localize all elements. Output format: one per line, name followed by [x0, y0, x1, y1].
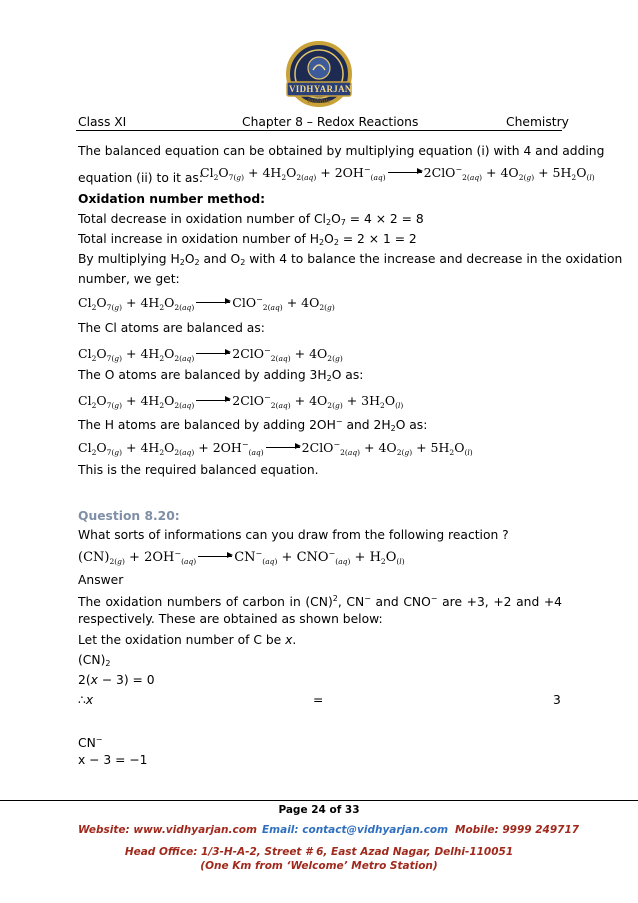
paragraph-line: equation (ii) to it as:	[78, 171, 203, 185]
equation-line: x − 3 = −1	[78, 753, 148, 767]
answer-label: Answer	[78, 573, 124, 587]
multiply-line: By multiplying $H_2O_2$ and $O_2$ with 4 to balance the increase and decrease in the oxidation	[78, 252, 623, 267]
equation-line: 2(x − 3) = 0	[78, 673, 155, 687]
question-title: Question 8.20:	[78, 509, 180, 523]
footer-office: Head Office: 1/3-H-A-2, Street # 6, East Azad Nagar, Delhi-110051	[124, 846, 514, 858]
institute-logo	[283, 40, 355, 112]
answer-line: The oxidation numbers of carbon in (CN)$^2$, CN− and CNO− are +3, +2 and +4	[78, 594, 563, 609]
o-balance-line: The O atoms are balanced by adding $3H_2O$ as:	[78, 368, 364, 383]
equation-step3: $Cl_2O_{7(g)} + 4H_2O_{2(aq)}$ $2ClO^-_{2(aq)} + 4O_{2(g)} + 3H_2O_{(l)}$	[78, 393, 404, 410]
page-number: Page 24 of 33	[278, 804, 360, 816]
h-balance-line: The H atoms are balanced by adding 2OH− and $2H_2O$ as:	[78, 417, 428, 433]
increase-line: Total increase in oxidation number of $H_2O_2 = 2 \times 1 = 2$	[78, 232, 417, 247]
header-chapter: Chapter 8 – Redox Reactions	[242, 115, 419, 129]
cn-label: CN−	[78, 735, 103, 750]
header-rule	[76, 130, 562, 131]
paragraph-line: respectively. These are obtained as shown below:	[78, 612, 383, 626]
equation-step2: $Cl_2O_{7(g)} + 4H_2O_{2(aq)}$ $2ClO^-_{2(aq)} + 4O_{2(g)}$	[78, 346, 343, 363]
paragraph-line: number, we get:	[78, 272, 180, 286]
decrease-line: Total decrease in oxidation number of $Cl_2O_7 = 4 \times 2 = 8$	[78, 212, 424, 227]
equals-sign: =	[313, 693, 324, 707]
paragraph-line: The Cl atoms are balanced as:	[78, 321, 265, 335]
footer-landmark: (One Km from ‘Welcome’ Metro Station)	[200, 860, 438, 872]
footer-mobile: Mobile: 9999 249717	[455, 824, 580, 836]
logo-name: VIDHYARJAN	[289, 84, 352, 94]
therefore-x: ∴x	[78, 693, 94, 707]
equation-final: $Cl_2O_{7(g)} + 4H_2O_{2(aq)} + 2OH^-_{(aq)}$ $2ClO^-_{2(aq)} + 4O_{2(g)} + 5H_2O_{(l)}$	[78, 440, 473, 457]
footer-website[interactable]: Website: www.vidhyarjan.com	[78, 824, 257, 836]
section-heading: Oxidation number method:	[78, 192, 266, 206]
equation-step1: $Cl_2O_{7(g)} + 4H_2O_{2(aq)}$ $ClO^-_{2(aq)} + 4O_{2(g)}$	[78, 295, 335, 312]
paragraph-line: This is the required balanced equation.	[78, 463, 319, 477]
equation-combined: $Cl_2O_{7(g)} + 4H_2O_{2(aq)} + 2OH^-_{(aq)}$ $2ClO^-_{2(aq)} + 4O_{2(g)} + 5H_2O_{(l)}$	[200, 165, 595, 182]
footer-email[interactable]: Email: contact@vidhyarjan.com	[262, 824, 449, 836]
header-class: Class XI	[78, 115, 127, 129]
question-text: What sorts of informations can you draw from the following reaction ?	[78, 528, 509, 542]
header-subject: Chemistry	[506, 115, 569, 129]
logo-sub: Institute	[307, 97, 331, 105]
let-line: Let the oxidation number of C be x.	[78, 633, 297, 647]
cn2-label: $(CN)_2$	[78, 653, 111, 668]
result-value: 3	[553, 693, 561, 707]
paragraph-line: The balanced equation can be obtained by multiplying equation (i) with 4 and adding	[78, 144, 605, 158]
footer-rule	[0, 800, 638, 801]
equation-question: $(CN)_{2(g)} + 2OH^-_{(aq)}$ $CN^-_{(aq)} + CNO^-_{(aq)} + H_2O_{(l)}$	[78, 549, 405, 566]
